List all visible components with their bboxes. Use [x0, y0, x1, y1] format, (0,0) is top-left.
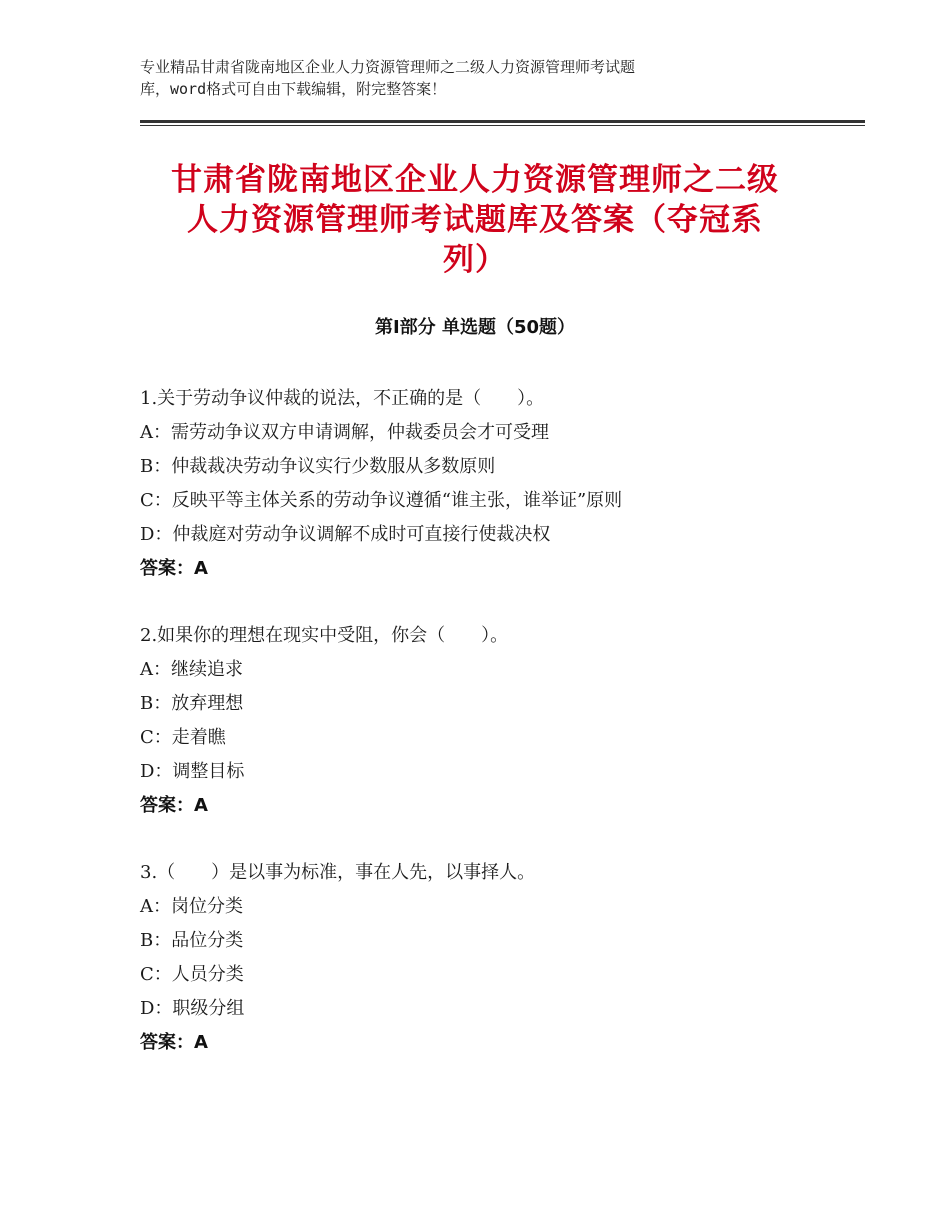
header-note: [140, 56, 840, 100]
question-stem: 1.关于劳动争议仲裁的说法，不正确的是（ ）。: [140, 388, 545, 409]
header-note-line-1: 专业精品甘肃省陇南地区企业人力资源管理师之二级人力资源管理师考试题: [140, 58, 636, 76]
question-1: [140, 382, 860, 586]
option-d: D：调整目标: [140, 761, 245, 782]
document-title: [140, 160, 810, 280]
option-a: A：岗位分类: [140, 896, 243, 917]
option-c: C：人员分类: [140, 964, 244, 985]
question-3: [140, 856, 860, 1060]
option-c: C：走着瞧: [140, 727, 226, 748]
option-d: D：仲裁庭对劳动争议调解不成时可直接行使裁决权: [140, 524, 551, 545]
option-b: B：放弃理想: [140, 693, 244, 714]
option-a: A：继续追求: [140, 659, 243, 680]
option-d: D：职级分组: [140, 998, 245, 1019]
answer: 答案：A: [140, 1032, 208, 1053]
header-note-line-2: 库，word格式可自由下载编辑，附完整答案！: [140, 80, 447, 98]
answer: 答案：A: [140, 558, 208, 579]
document-title-line-3: 列）: [443, 242, 507, 278]
section-title: 第Ⅰ部分 单选题（50题）: [374, 317, 575, 338]
question-2: [140, 619, 860, 823]
answer: 答案：A: [140, 795, 208, 816]
question-stem: 2.如果你的理想在现实中受阻，你会（ ）。: [140, 625, 509, 646]
header-divider-thick: [140, 120, 865, 123]
option-b: B：仲裁裁决劳动争议实行少数服从多数原则: [140, 456, 496, 477]
question-stem: 3.（ ）是以事为标准，事在人先，以事择人。: [140, 862, 536, 883]
document-title-line-1: 甘肃省陇南地区企业人力资源管理师之二级: [171, 162, 779, 198]
option-b: B：品位分类: [140, 930, 244, 951]
option-c: C：反映平等主体关系的劳动争议遵循“谁主张，谁举证”原则: [140, 490, 623, 511]
question-list: [140, 382, 860, 1093]
header-divider-thin: [140, 125, 865, 126]
option-a: A：需劳动争议双方申请调解，仲裁委员会才可受理: [140, 422, 549, 443]
document-title-line-2: 人力资源管理师考试题库及答案（夺冠系: [187, 202, 763, 238]
